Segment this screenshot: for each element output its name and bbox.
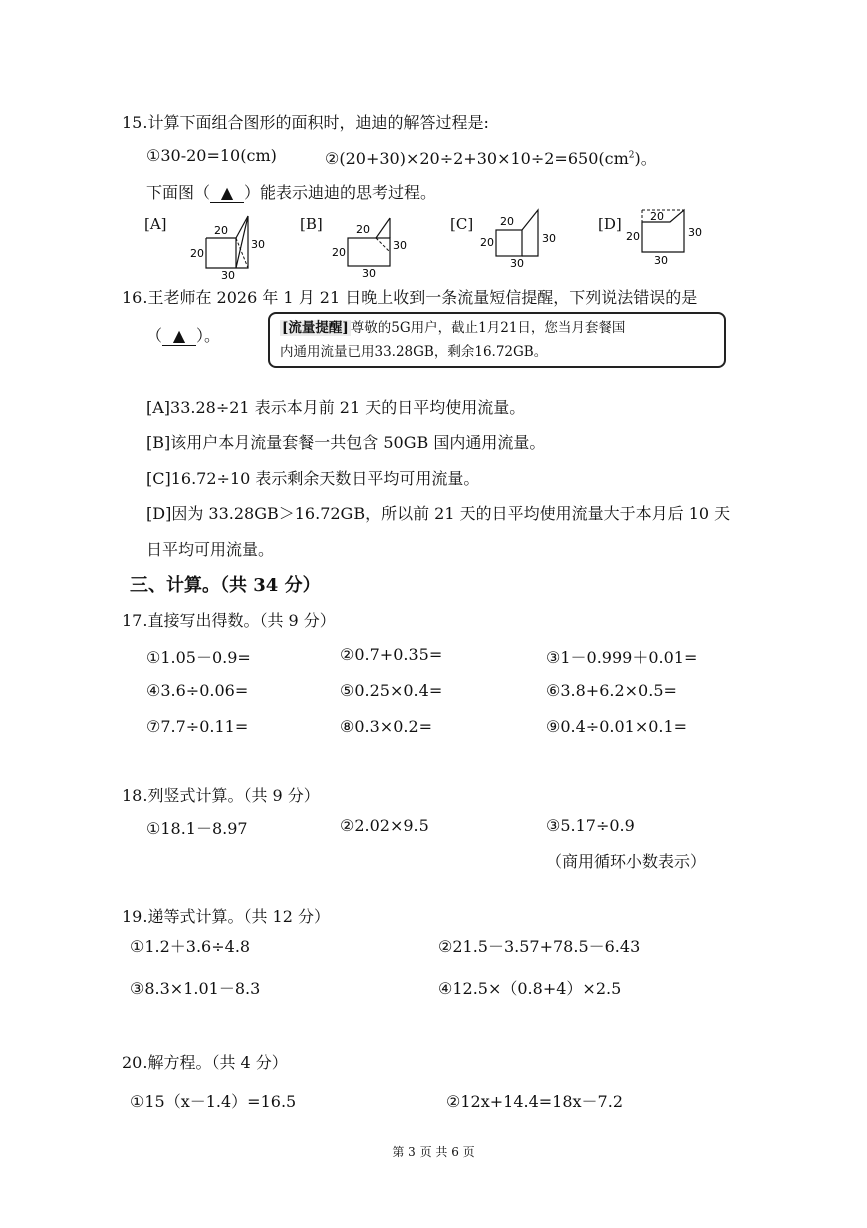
q20-stem: 20.解方程。（共 4 分） (122, 1053, 288, 1072)
q16-option-d: [D]因为 33.28GB＞16.72GB，所以前 21 天的日平均使用流量大于本月后 10 天 (146, 504, 731, 523)
dim-label: 30 (688, 226, 702, 239)
dim-label: 30 (251, 238, 265, 251)
q15-option-c-label: [C] (450, 215, 474, 233)
dim-label: 20 (650, 210, 664, 223)
q16-option-a: [A]33.28÷21 表示本月前 21 天的日平均使用流量。 (146, 398, 526, 417)
q17-item: ②0.7+0.35= (340, 645, 443, 664)
dim-label: 30 (221, 269, 235, 280)
q17-item: ④3.6÷0.06= (146, 681, 249, 700)
sms-notification-box (268, 312, 726, 368)
sms-tag: [流量提醒] (282, 320, 349, 336)
dim-label: 30 (510, 257, 524, 270)
q15-step1: ①30-20=10(cm) (146, 146, 277, 165)
dim-label: 20 (332, 246, 346, 259)
q18-note: （商用循环小数表示） (546, 852, 707, 871)
q19-item: ③8.3×1.01－8.3 (130, 979, 261, 998)
q17-item: ③1－0.999＋0.01= (546, 648, 698, 667)
q16-option-c: [C]16.72÷10 表示剩余天数日平均可用流量。 (146, 469, 480, 488)
q18-stem: 18.列竖式计算。（共 9 分） (122, 786, 320, 805)
figure-c (480, 206, 566, 278)
dim-label: 30 (542, 232, 556, 245)
dim-label: 20 (190, 247, 204, 260)
q16-answer: （ ▲ ）。 (146, 326, 221, 345)
answer-blank[interactable]: ▲ (162, 327, 196, 346)
q15-stem: 15.计算下面组合图形的面积时，迪迪的解答过程是: (122, 113, 489, 132)
q17-item: ⑤0.25×0.4= (340, 681, 443, 700)
q18-item: ①18.1－8.97 (146, 819, 248, 838)
dim-label: 20 (500, 215, 514, 228)
q17-item: ⑧0.3×0.2= (340, 717, 433, 736)
q15-option-b-label: [B] (300, 215, 323, 233)
q17-item: ①1.05－0.9= (146, 648, 251, 667)
q16-stem: 16.王老师在 2026 年 1 月 21 日晚上收到一条流量短信提醒，下列说法错误的是 (122, 288, 698, 307)
sms-line-1: [流量提醒] 尊敬的5G用户，截止1月21日，您当月套餐国 (282, 320, 626, 336)
dim-label: 20 (480, 236, 494, 249)
q15-question: 下面图（ ▲ ）能表示迪迪的思考过程。 (146, 183, 437, 202)
section-title: 三、计算。（共 34 分） (130, 575, 321, 596)
q19-item: ①1.2＋3.6÷4.8 (130, 937, 251, 956)
dim-label: 30 (654, 254, 668, 267)
q20-item: ①15（x－1.4）=16.5 (130, 1092, 297, 1111)
q18-item: ②2.02×9.5 (340, 816, 429, 835)
dim-label: 20 (626, 230, 640, 243)
sms-line-2: 内通用流量已用33.28GB，剩余16.72GB。 (280, 344, 548, 360)
q17-item: ⑨0.4÷0.01×0.1= (546, 717, 688, 736)
q17-item: ⑥3.8+6.2×0.5= (546, 681, 677, 700)
q15-option-a-label: [A] (144, 215, 167, 233)
answer-blank[interactable]: ▲ (210, 184, 244, 203)
dim-label: 20 (356, 223, 370, 236)
figure-d (626, 206, 712, 278)
q17-item: ⑦7.7÷0.11= (146, 717, 249, 736)
q15-option-d-label: [D] (598, 215, 622, 233)
q19-stem: 19.递等式计算。（共 12 分） (122, 907, 330, 926)
q19-item: ④12.5×（0.8+4）×2.5 (438, 979, 622, 998)
dim-label: 20 (214, 224, 228, 237)
q16-option-d-cont: 日平均可用流量。 (146, 540, 275, 559)
q19-item: ②21.5－3.57+78.5－6.43 (438, 937, 641, 956)
figure-b (332, 212, 418, 284)
q15-step2: $②(20+30)\times 20\div 2+30\times 10\div 2=650(cm^2)$。 (325, 149, 657, 168)
q17-stem: 17.直接写出得数。（共 9 分） (122, 611, 336, 630)
figure-a (188, 212, 274, 284)
q20-item: ②12x+14.4=18x－7.2 (446, 1092, 623, 1111)
page-number: 第 3 页 共 6 页 (392, 1145, 475, 1159)
q18-item: ③5.17÷0.9 (546, 816, 635, 835)
q16-option-b: [B]该用户本月流量套餐一共包含 50GB 国内通用流量。 (146, 433, 546, 452)
dim-label: 30 (362, 267, 376, 280)
dim-label: 30 (393, 239, 407, 252)
